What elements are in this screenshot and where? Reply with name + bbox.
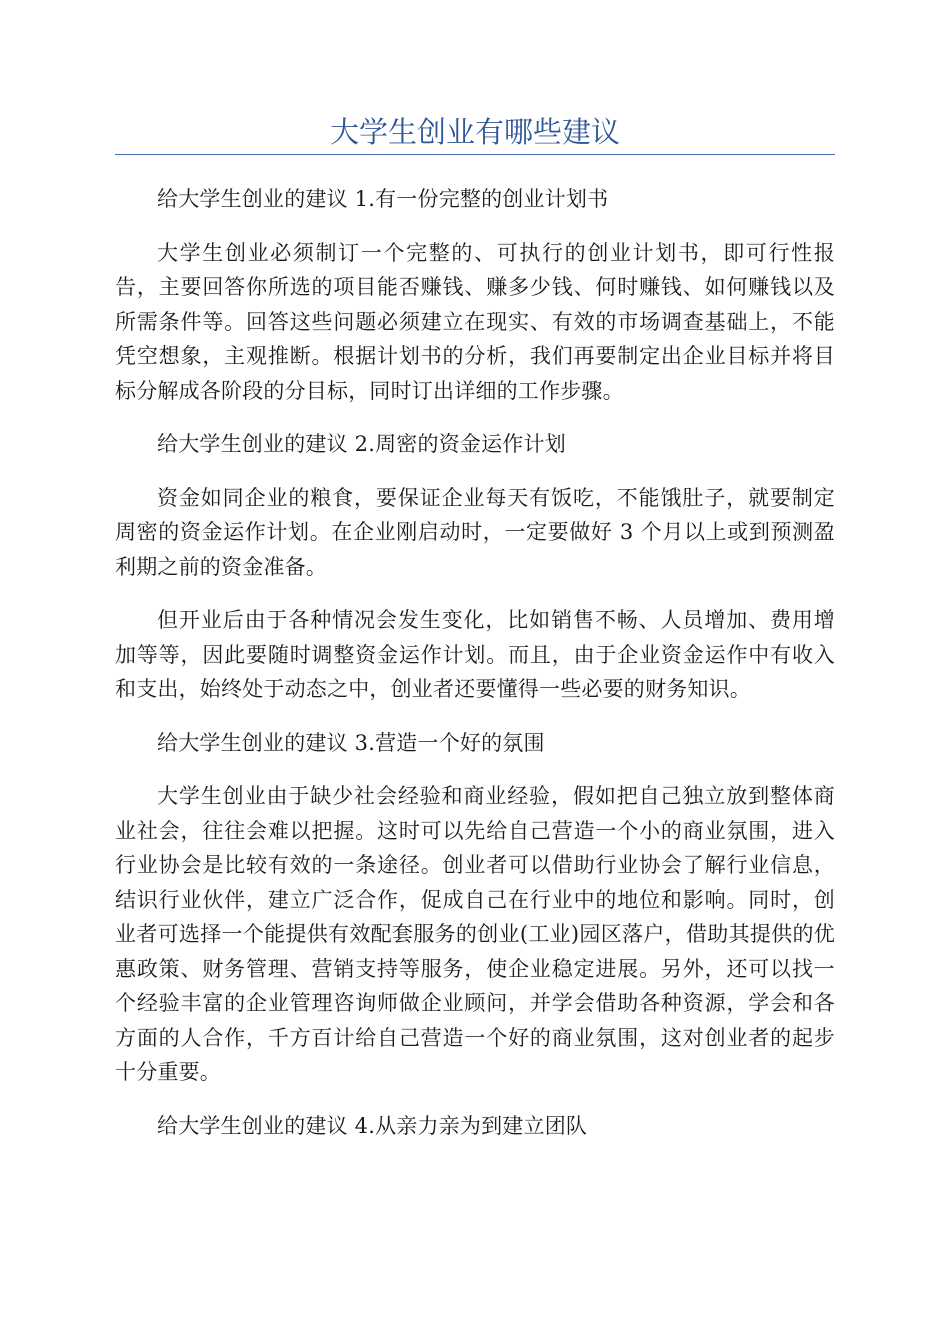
paragraph-funding-plan: 资金如同企业的粮食，要保证企业每天有饭吃，不能饿肚子，就要制定周密的资金运作计划。在企业刚启动时，一定要做好 3 个月以上或到预测盈利期之前的资金准备。 — [115, 485, 835, 579]
paragraph-business-plan: 大学生创业必须制订一个完整的、可执行的创业计划书，即可行性报告，主要回答你所选的项目能否赚钱、赚多少钱、何时赚钱、如何赚钱以及所需条件等。回答这些问题必须建立在现实、有效的市场调查基础上，不能凭空想象，主观推断。根据计划书的分析，我们再要制定出企业目标并将目标分解成各阶段的分目标，同时订出详细的工作步骤。 — [115, 240, 835, 403]
document-title: 大学生创业有哪些建议 — [115, 112, 835, 155]
paragraph-funding-adjust: 但开业后由于各种情况会发生变化，比如销售不畅、人员增加、费用增加等等，因此要随时调整资金运作计划。而且，由于企业资金运作中有收入和支出，始终处于动态之中，创业者还要懂得一些必要的财务知识。 — [115, 608, 835, 701]
document-body — [115, 182, 835, 1143]
section-heading-2: 给大学生创业的建议 2.周密的资金运作计划 — [157, 432, 566, 456]
paragraph-atmosphere: 大学生创业由于缺少社会经验和商业经验，假如把自己独立放到整体商业社会，往往会难以把握。这时可以先给自己营造一个小的商业氛围，进入行业协会是比较有效的一条途径。创业者可以借助行业协会了解行业信息，结识行业伙伴，建立广泛合作，促成自己在行业中的地位和影响。同时，创业者可选择一个能提供有效配套服务的创业(工业)园区落户，借助其提供的优惠政策、财务管理、营销支持等服务，使企业稳定进展。另外，还可以找一个经验丰富的企业管理咨询师做企业顾问，并学会借助各种资源，学会和各方面的人合作，千方百计给自己营造一个好的商业氛围，这对创业者的起步十分重要。 — [115, 784, 835, 1084]
section-heading-3: 给大学生创业的建议 3.营造一个好的氛围 — [157, 730, 545, 755]
document-page — [115, 112, 835, 1162]
section-heading-1: 给大学生创业的建议 1.有一份完整的创业计划书 — [157, 187, 609, 211]
section-heading-4: 给大学生创业的建议 4.从亲力亲为到建立团队 — [157, 1113, 588, 1138]
